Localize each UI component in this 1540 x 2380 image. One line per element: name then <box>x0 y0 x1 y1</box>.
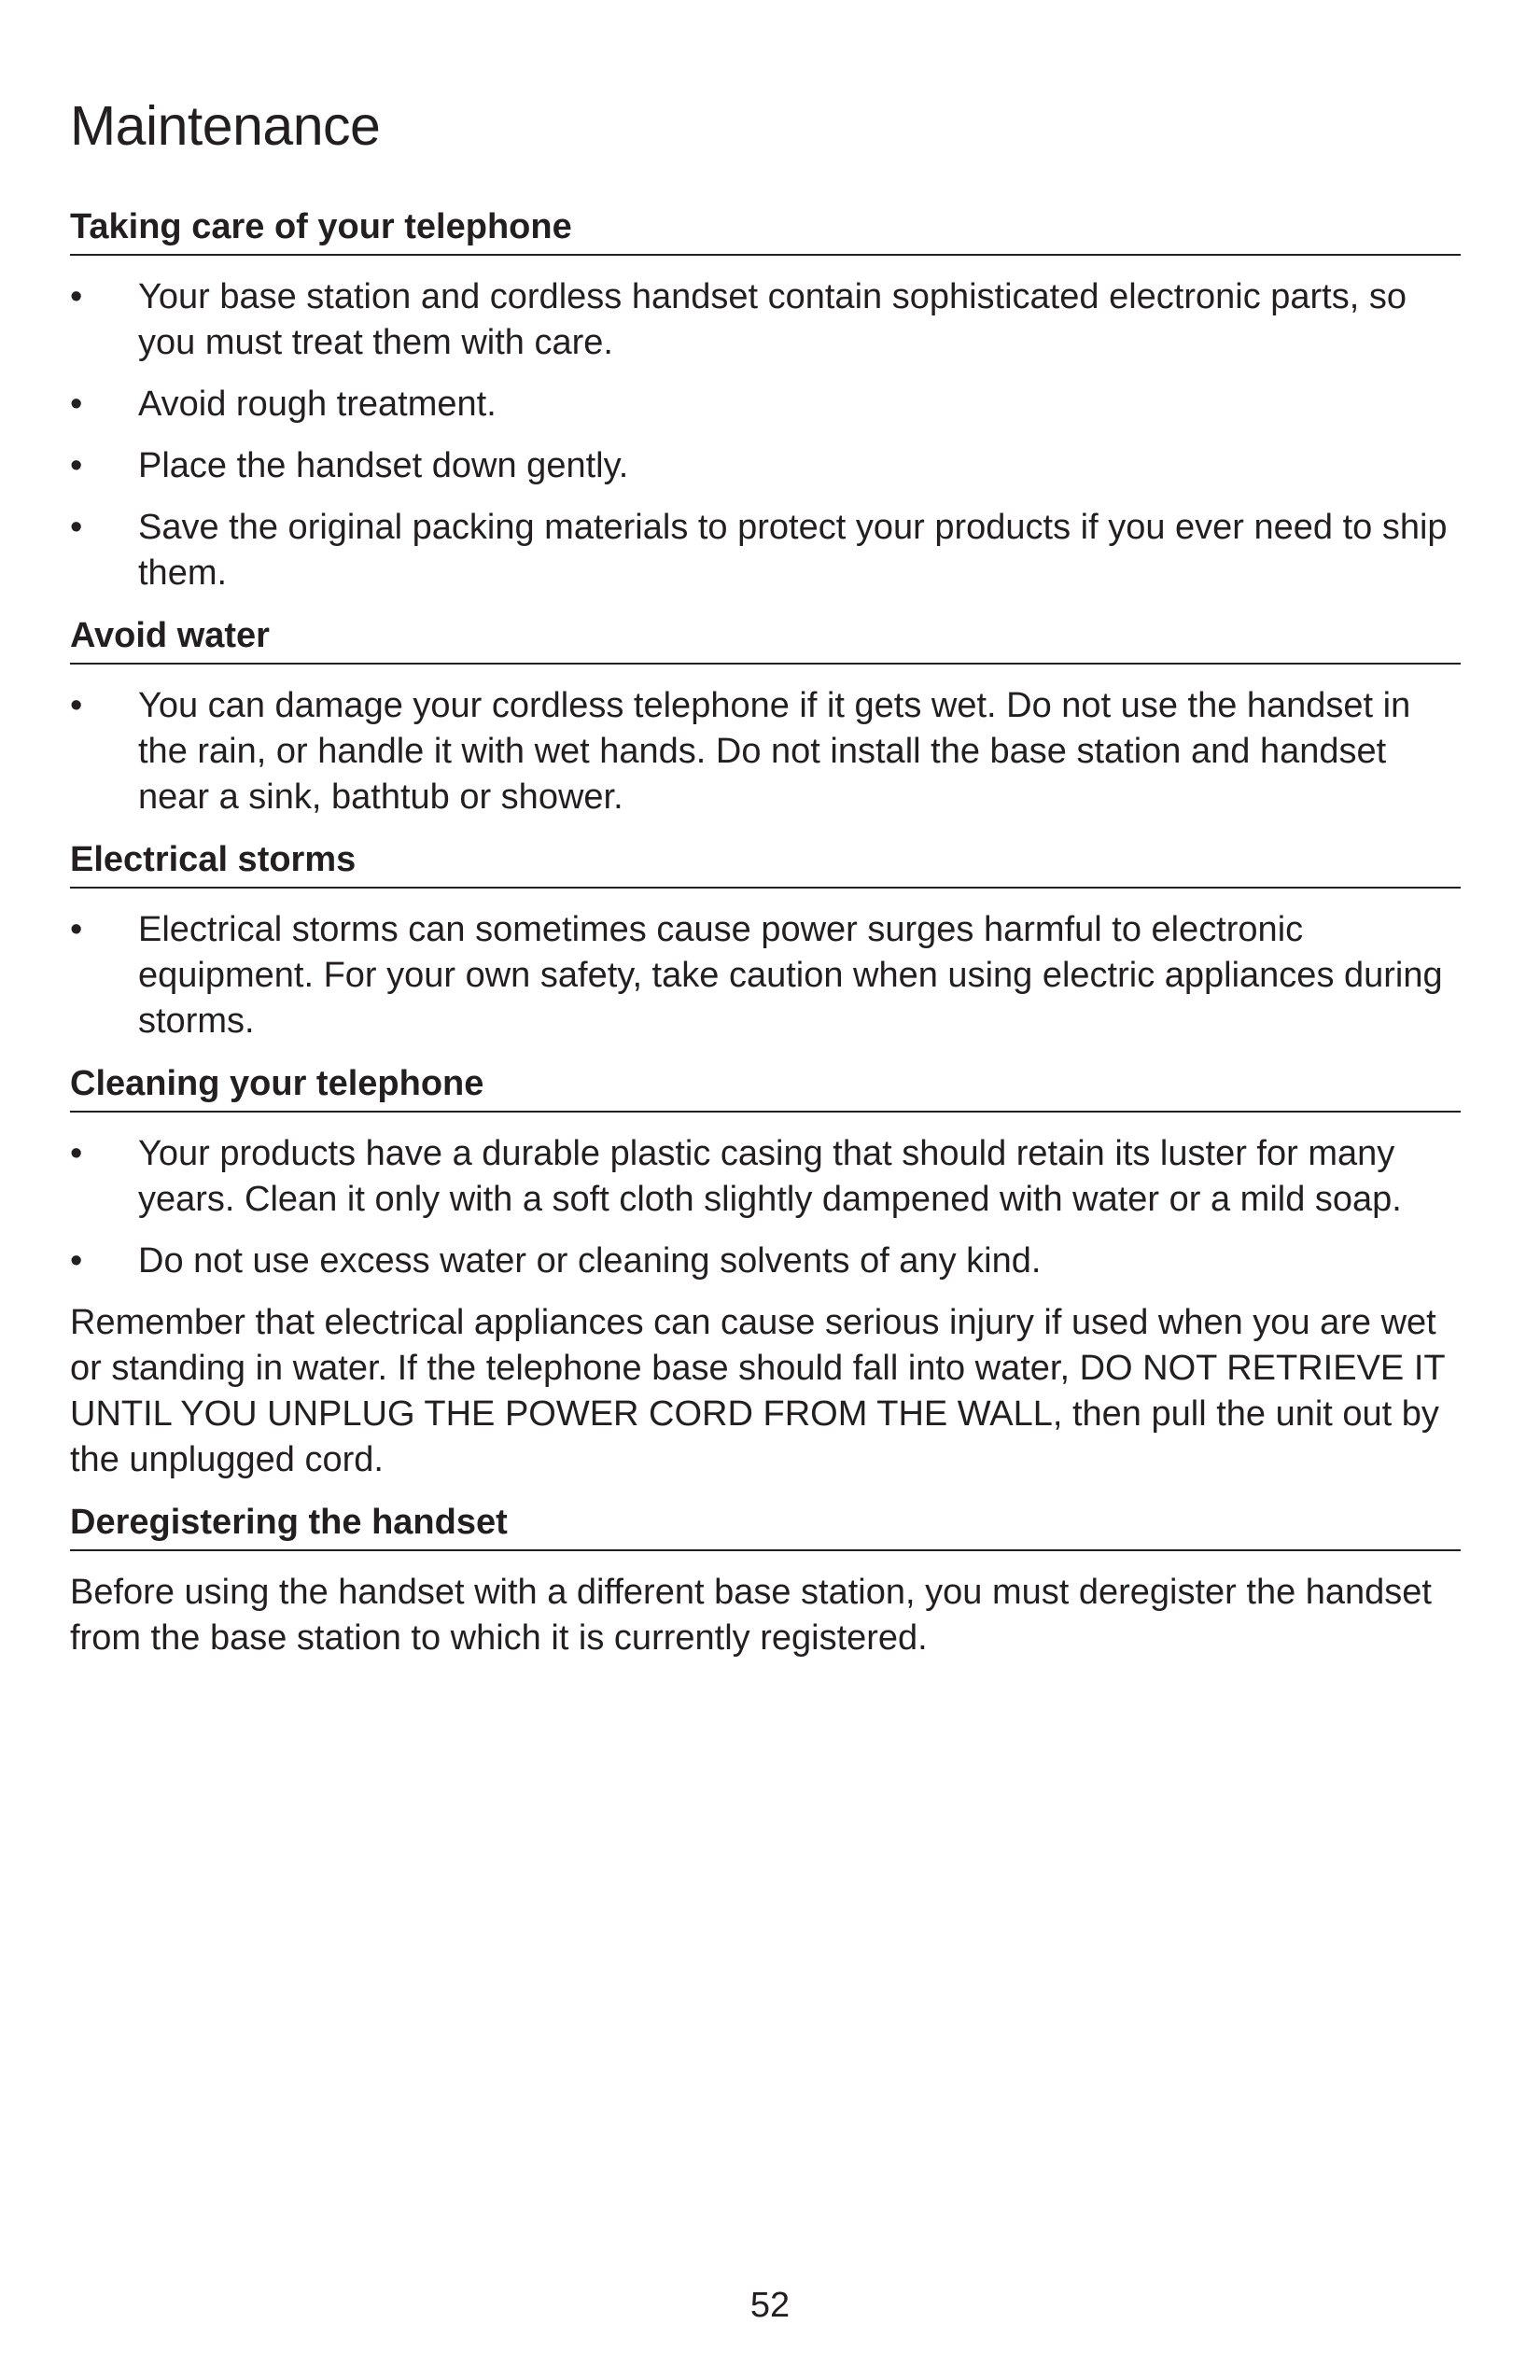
list-item <box>70 907 1461 1044</box>
section-electrical-storms <box>70 836 1461 1044</box>
list-item-text: You can damage your cordless telephone if it gets wet. Do not use the handset in the rain, or handle it with wet hands. Do not install the base station and handset near a sink, bathtub or shower. <box>138 686 1411 817</box>
section-deregistering <box>70 1499 1461 1661</box>
list-item <box>70 382 1461 427</box>
list-item-text: Your base station and cordless handset contain sophisticated electronic parts, so you must treat them with care. <box>138 277 1407 362</box>
section-heading: Taking care of your telephone <box>70 203 1461 256</box>
bullet-icon: • <box>70 686 83 725</box>
list-item-text: Place the handset down gently. <box>138 446 629 485</box>
section-taking-care <box>70 203 1461 596</box>
bullet-icon: • <box>70 1241 83 1281</box>
list-item-text: Electrical storms can sometimes cause power surges harmful to electronic equipment. For your own safety, take caution when using electric appliances during storms. <box>138 910 1443 1041</box>
bullet-icon: • <box>70 385 83 424</box>
section-heading: Electrical storms <box>70 836 1461 889</box>
page-content <box>70 203 1461 1677</box>
bullet-list <box>70 683 1461 820</box>
list-item-text: Your products have a durable plastic casing that should retain its luster for many years. Clean it only with a soft cloth slightly dampened with water or a mild soap. <box>138 1134 1402 1219</box>
bullet-icon: • <box>70 508 83 547</box>
list-item <box>70 505 1461 596</box>
list-item-text: Do not use excess water or cleaning solvents of any kind. <box>138 1241 1042 1281</box>
section-heading: Deregistering the handset <box>70 1499 1461 1551</box>
bullet-list <box>70 907 1461 1044</box>
section-heading: Avoid water <box>70 612 1461 665</box>
list-item-text: Save the original packing materials to protect your products if you ever need to ship them. <box>138 508 1448 593</box>
bullet-icon: • <box>70 910 83 949</box>
page-number: 52 <box>749 2286 791 2325</box>
bullet-icon: • <box>70 277 83 316</box>
list-item <box>70 274 1461 366</box>
list-item <box>70 683 1461 820</box>
list-item <box>70 1131 1461 1223</box>
section-cleaning <box>70 1060 1461 1483</box>
list-item-text: Avoid rough treatment. <box>138 385 497 424</box>
bullet-list <box>70 274 1461 596</box>
list-item <box>70 1239 1461 1284</box>
bullet-icon: • <box>70 446 83 485</box>
bullet-icon: • <box>70 1134 83 1173</box>
section-heading: Cleaning your telephone <box>70 1060 1461 1113</box>
page-title: Maintenance <box>70 95 381 157</box>
list-item <box>70 443 1461 489</box>
body-paragraph: Before using the handset with a different base station, you must deregister the handset from the base station to which it is currently registered. <box>70 1573 1432 1658</box>
warning-paragraph: Remember that electrical appliances can cause serious injury if used when you are wet or standing in water. If the telephone base should fall into water, DO NOT RETRIEVE IT UNTIL YOU UNPLUG THE POWER CORD FROM THE WALL, then pull the unit out by the unplugged cord. <box>70 1303 1445 1479</box>
section-avoid-water <box>70 612 1461 820</box>
bullet-list <box>70 1131 1461 1284</box>
